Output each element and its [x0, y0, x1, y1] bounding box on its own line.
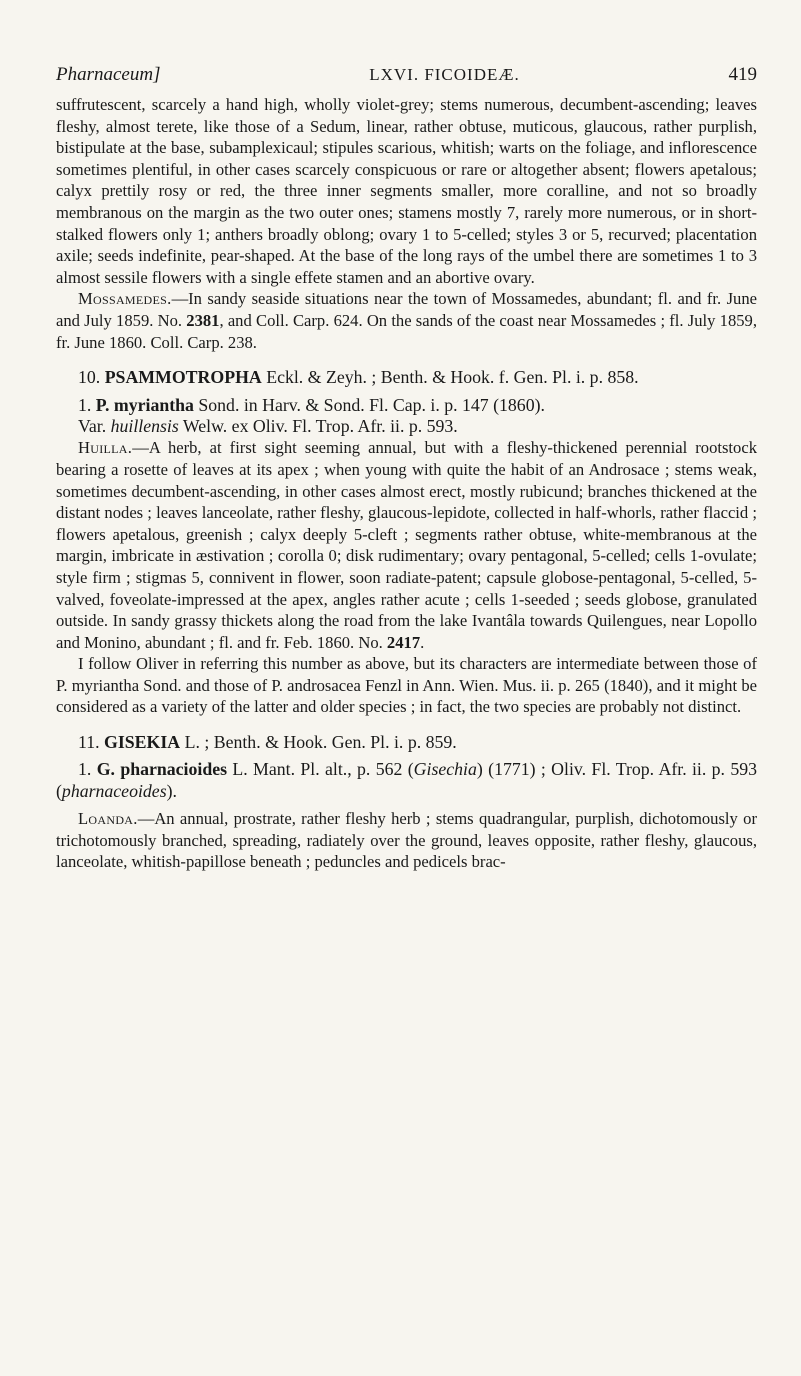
paragraph-description: suffrutescent, scarcely a hand high, wholly violet-grey; stems numerous, decumbent-ascending; leaves fleshy, almost terete, like those of a Sedum, linear, rather obtuse, muticous, glaucous, rather purplish, bistipulate at the base, subamplexicaul; stipules scarious, whitish; warts on the foliage, and inflorescence sometimes plentiful, in other cases scarcely conspicuous or rare or altogether absent; flowers apetalous; calyx prettily rosy or red, the three inner segments smaller, more coralline, and not so broadly membranous on the margin as the two outer ones; stamens mostly 7, rarely more numerous, or in short-stalked flowers only 1; anthers broadly oblong; ovary 1 to 5-celled; styles 3 or 5, recurved; placentation axile; seeds indefinite, pear-shaped. At the base of the long rays of the umbel there are sometimes 1 to 3 almost sessile flowers with a single effete stamen and an abortive ovary. — [56, 95, 757, 287]
running-header — [56, 64, 757, 86]
genus-heading: 11. GISEKIA L. ; Benth. & Hook. Gen. Pl. i. p. 859. — [78, 732, 457, 753]
species-heading: 1. G. pharnacioides L. Mant. Pl. alt., p. 562 (Gisechia) (1771) ; Oliv. Fl. Trop. Afr. ii. p. 593 (pharnaceoides). — [56, 759, 758, 801]
header-family: LXVI. FICOIDEÆ. — [369, 65, 520, 84]
species-name: P. myriantha — [95, 394, 194, 415]
page — [56, 64, 757, 873]
genus-heading: 10. PSAMMOTROPHA Eckl. & Zeyh. ; Benth. & Hook. f. Gen. Pl. i. p. 858. — [78, 367, 639, 388]
genus-psammotropha — [56, 367, 757, 437]
locality-label: Mossamedes. — [78, 289, 172, 309]
specimen-number: 2417 — [386, 632, 421, 652]
paragraph-huilla: Huilla.—A herb, at first sight seeming annual, but with a fleshy-thickened perennial rootstock bearing a rosette of leaves at its apex ; when young with quite the habit of an Androsace ; stems weak, sometimes decumbent-ascending, in other cases almost erect, mostly rubicund; branches thickened at the distant nodes ; leaves lanceolate, rather fleshy, glaucous-lepidote, collected in half-whorls, rather flaccid ; flowers apetalous, greenish ; calyx deeply 5-cleft ; segments rather obtuse, white-membranous at the margin, imbricate in æstivation ; corolla 0; disk rudimentary; ovary pentagonal, 5-celled; cells 1-ovulate; style firm ; stigmas 5, connivent in flower, soon radiate-patent; capsule globose-pentagonal, 5-celled, 5-valved, foveolate-impressed at the apex, angles rather acute ; cells 1-seeded ; seeds globose, granulated outside. In sandy grassy thickets along the road from the lake Ivantâla towards Quilengues, near Lopollo and Monino, abundant ; fl. and fr. Feb. 1860. No. 2417. — [56, 438, 757, 652]
loanda-block — [56, 808, 757, 873]
page-number: 419 — [728, 64, 757, 85]
header-section-name: Pharnaceum] — [56, 64, 161, 85]
huilla-block — [56, 437, 757, 718]
paragraph-note: I follow Oliver in referring this number as above, but its characters are intermediate between those of P. myriantha Sond. and those of P. androsacea Fenzl in Ann. Wien. Mus. ii. p. 265 (1840), and it might be considered as a variety of the latter and older species ; in fact, the two species are probably not distinct. — [56, 654, 757, 717]
locality-label: Huilla. — [78, 438, 133, 458]
continued-description — [56, 94, 757, 353]
genus-name: PSAMMOTROPHA — [104, 367, 262, 388]
genus-gisekia — [56, 732, 757, 802]
genus-name: GISEKIA — [104, 732, 181, 753]
variety-name: huillensis — [110, 415, 179, 436]
paragraph-mossamedes: Mossamedes.—In sandy seaside situations near the town of Mossamedes, abundant; fl. and fr. June and July 1859. No. 2381, and Coll. Carp. 624. On the sands of the coast near Mossamedes ; fl. July 1859, fr. June 1860. Coll. Carp. 238. — [56, 289, 757, 352]
variety-line: Var. huillensis Welw. ex Oliv. Fl. Trop. Afr. ii. p. 593. — [78, 415, 458, 436]
specimen-number: 2381 — [186, 310, 220, 330]
species-heading: 1. P. myriantha Sond. in Harv. & Sond. Fl. Cap. i. p. 147 (1860). — [78, 394, 545, 415]
paragraph-loanda: Loanda.—An annual, prostrate, rather fleshy herb ; stems quadrangular, purplish, dichotomously or trichotomously branched, spreading, radiately over the ground, leaves opposite, rather fleshy, glaucous, lanceolate, whitish-papillose beneath ; peduncles and pedicels brac- — [56, 809, 757, 872]
locality-label: Loanda. — [78, 809, 138, 829]
species-name: G. pharnacioides — [96, 759, 228, 780]
